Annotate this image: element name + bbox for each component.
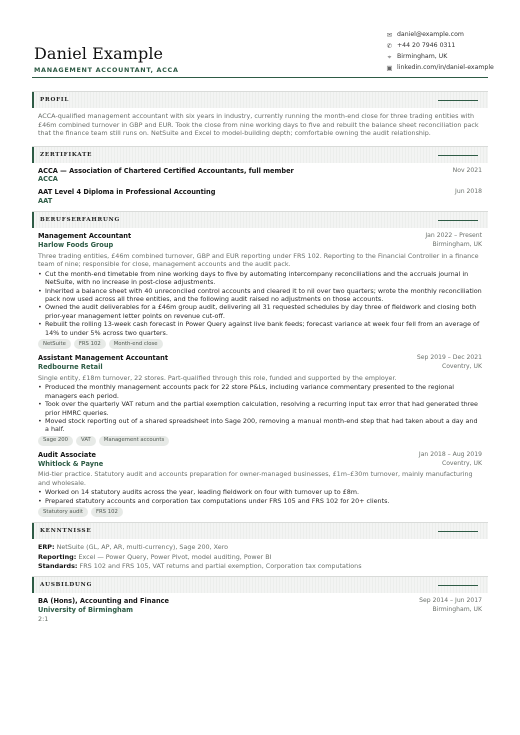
skill-row: [38, 543, 482, 551]
skill-label: Standards:: [38, 561, 78, 570]
degree-title: BA (Hons), Accounting and Finance: [38, 597, 170, 606]
job-date: Jan 2018 – Aug 2019: [418, 450, 482, 458]
job-location: Coventry, UK: [441, 459, 482, 467]
skill-label: Reporting:: [38, 552, 77, 561]
certificate-item: [38, 167, 482, 184]
section-accent-line: [438, 155, 478, 156]
skill-row: [38, 562, 482, 570]
job-summary: Mid-tier practice. Statutory audit and accounts preparation for owner-managed businesses, £1m–£30m turnover, mainly manufacturing and wholesale.: [38, 470, 473, 487]
contact-linkedin[interactable]: [385, 63, 520, 74]
job-bullet: • Prepared statutory accounts and corporation tax computations under FRS 105 and FRS 102 for 20+ clients.: [38, 497, 482, 505]
school-name: University of Birmingham: [38, 606, 134, 615]
skill-tag: VAT: [76, 436, 96, 446]
candidate-name: Daniel Example: [34, 44, 164, 63]
contact-email[interactable]: [385, 30, 520, 41]
skill-tag: FRS 102: [91, 507, 123, 517]
education-grade: 2:1: [38, 614, 49, 623]
section-header: [32, 147, 488, 163]
job-bullet: • Moved stock reporting out of a shared spreadsheet into Sage 200, removing a manual month-end step that had taken about a day and a half.: [38, 417, 482, 434]
certificate-org: AAT: [38, 196, 53, 205]
job-location: Coventry, UK: [441, 362, 482, 370]
job-location: Birmingham, UK: [432, 241, 482, 249]
certificate-date: Nov 2021: [452, 166, 482, 174]
job-date: Jan 2022 – Present: [425, 232, 482, 240]
certificate-name: AAT Level 4 Diploma in Professional Accounting: [38, 187, 216, 196]
section-accent-line: [438, 220, 478, 221]
job-bullet: • Cut the month-end timetable from nine working days to five by automating intercompany reconciliations and the accruals journal in NetSuite, with no increase in post-close adjustments.: [38, 270, 482, 287]
section-title-certificates: ZERTIFIKATE: [40, 151, 93, 158]
header-divider: [32, 77, 488, 78]
section-header: [32, 212, 488, 228]
job-entry: [38, 232, 482, 349]
job-bullet: • Worked on 14 statutory audits across the year, leading fieldwork on four with turnover up to £8m.: [38, 488, 482, 496]
section-header: [32, 523, 488, 539]
job-bullet: • Inherited a balance sheet with 40 unreconciled control accounts and cleared it to nil over two quarters; wrote the monthly reconciliation pack now used across all three entities, and the following audit raised no adjustments on those accounts.: [38, 287, 482, 304]
education-date: Sep 2014 – Jun 2017: [419, 597, 482, 605]
skill-tag: FRS 102: [74, 339, 106, 349]
skill-value: NetSuite (GL, AP, AR, multi-currency), Sage 200, Xero: [56, 543, 229, 552]
job-bullets: [38, 488, 482, 505]
section-title-education: AUSBILDUNG: [40, 582, 93, 589]
section-accent-line: [438, 531, 478, 532]
section-header: [32, 92, 488, 108]
job-bullets: [38, 383, 482, 434]
linkedin-icon: ▣: [386, 64, 393, 73]
section-title-skills: KENNTNISSE: [40, 528, 92, 535]
job-date: Sep 2019 – Dec 2021: [416, 354, 482, 362]
certificate-date: Jun 2018: [455, 187, 482, 195]
section-education: [32, 576, 488, 623]
job-bullet: • Owned the audit deliverables for a £46m group audit, delivering all 31 requested schedules by day three of fieldwork and closing both prior-year management letter points on revenue cut-off.: [38, 303, 482, 320]
education-location: Birmingham, UK: [432, 606, 482, 614]
job-company: Harlow Foods Group: [38, 241, 114, 250]
contact-list: [385, 30, 520, 74]
contact-phone[interactable]: [385, 41, 520, 52]
section-header: [32, 577, 488, 593]
candidate-role: MANAGEMENT ACCOUNTANT, ACCA: [34, 66, 179, 74]
contact-email-text: daniel@example.com: [397, 31, 464, 39]
skill-label: ERP:: [38, 543, 55, 552]
skill-row: [38, 553, 482, 561]
section-experience: [32, 211, 488, 517]
location-icon: ⌖: [387, 53, 392, 62]
resume-header: [32, 30, 494, 80]
job-title: Audit Associate: [38, 450, 96, 459]
section-certificates: [32, 146, 488, 206]
section-accent-line: [438, 100, 478, 101]
skill-tag: Sage 200: [38, 436, 73, 446]
job-tags: [38, 436, 482, 446]
certificate-org: ACCA: [38, 175, 58, 184]
job-summary: Single entity, £18m turnover, 22 stores. Part-qualified through this role, funded and supported by the employer.: [38, 373, 397, 382]
job-bullet: • Rebuilt the rolling 13-week cash forecast in Power Query against live bank feeds; forecast variance at week four fell from an average of 14% to under 5% across two quarters.: [38, 320, 482, 337]
job-entry: [38, 354, 482, 446]
contact-phone-text: +44 20 7946 0311: [397, 42, 456, 50]
certificate-name: ACCA — Association of Chartered Certified Accountants, full member: [38, 166, 294, 175]
job-tags: [38, 507, 482, 517]
section-accent-line: [438, 585, 478, 586]
skill-tag: NetSuite: [38, 339, 71, 349]
job-bullets: [38, 270, 482, 338]
contact-linkedin-text: linkedin.com/in/daniel-example: [397, 64, 494, 72]
section-title-profile: PROFIL: [40, 97, 70, 103]
job-tags: [38, 339, 482, 349]
job-bullet: • Took over the quarterly VAT return and the partial exemption calculation, resolving a recurring input tax error that had generated three prior HMRC queries.: [38, 400, 482, 417]
job-title: Assistant Management Accountant: [38, 354, 168, 363]
skill-tag: Month-end close: [109, 339, 163, 349]
skill-value: FRS 102 and FRS 105, VAT returns and partial exemption, Corporation tax computations: [79, 561, 362, 570]
job-bullet: • Produced the monthly management accounts pack for 22 store P&Ls, including variance commentary presented to the regional managers each period.: [38, 383, 482, 400]
phone-icon: ✆: [386, 42, 393, 51]
section-profile: [32, 91, 488, 138]
job-entry: [38, 451, 482, 517]
certificate-item: [38, 188, 482, 205]
skill-tag: Management accounts: [99, 436, 169, 446]
email-icon: ✉: [386, 31, 393, 40]
job-company: Whitlock & Payne: [38, 459, 104, 468]
job-title: Management Accountant: [38, 232, 132, 241]
skill-tag: Statutory audit: [38, 507, 88, 517]
section-skills: [32, 522, 488, 570]
contact-location-text: Birmingham, UK: [397, 53, 448, 61]
contact-location: [385, 52, 520, 63]
section-title-experience: BERUFSERFAHRUNG: [40, 217, 121, 224]
job-company: Redbourne Retail: [38, 362, 103, 371]
skill-value: Excel — Power Query, Power Pivot, model auditing, Power BI: [78, 552, 272, 561]
education-entry: [38, 597, 482, 623]
profile-summary: ACCA-qualified management accountant with six years in industry, currently running the month-end close for three trading entities with £46m combined turnover in GBP and EUR. Took the close from nine working days to five and rebuilt the balance sheet reconciliation pack that the finance team still runs on. NetSuite and Excel to model-building depth; comfortable owning the audit relationship.: [38, 112, 479, 138]
job-summary: Three trading entities, £46m combined turnover, GBP and EUR reporting under FRS 102. Reporting to the Financial Controller in a finance team of nine; responsible for close, management accounts and the audit pack.: [38, 251, 479, 269]
